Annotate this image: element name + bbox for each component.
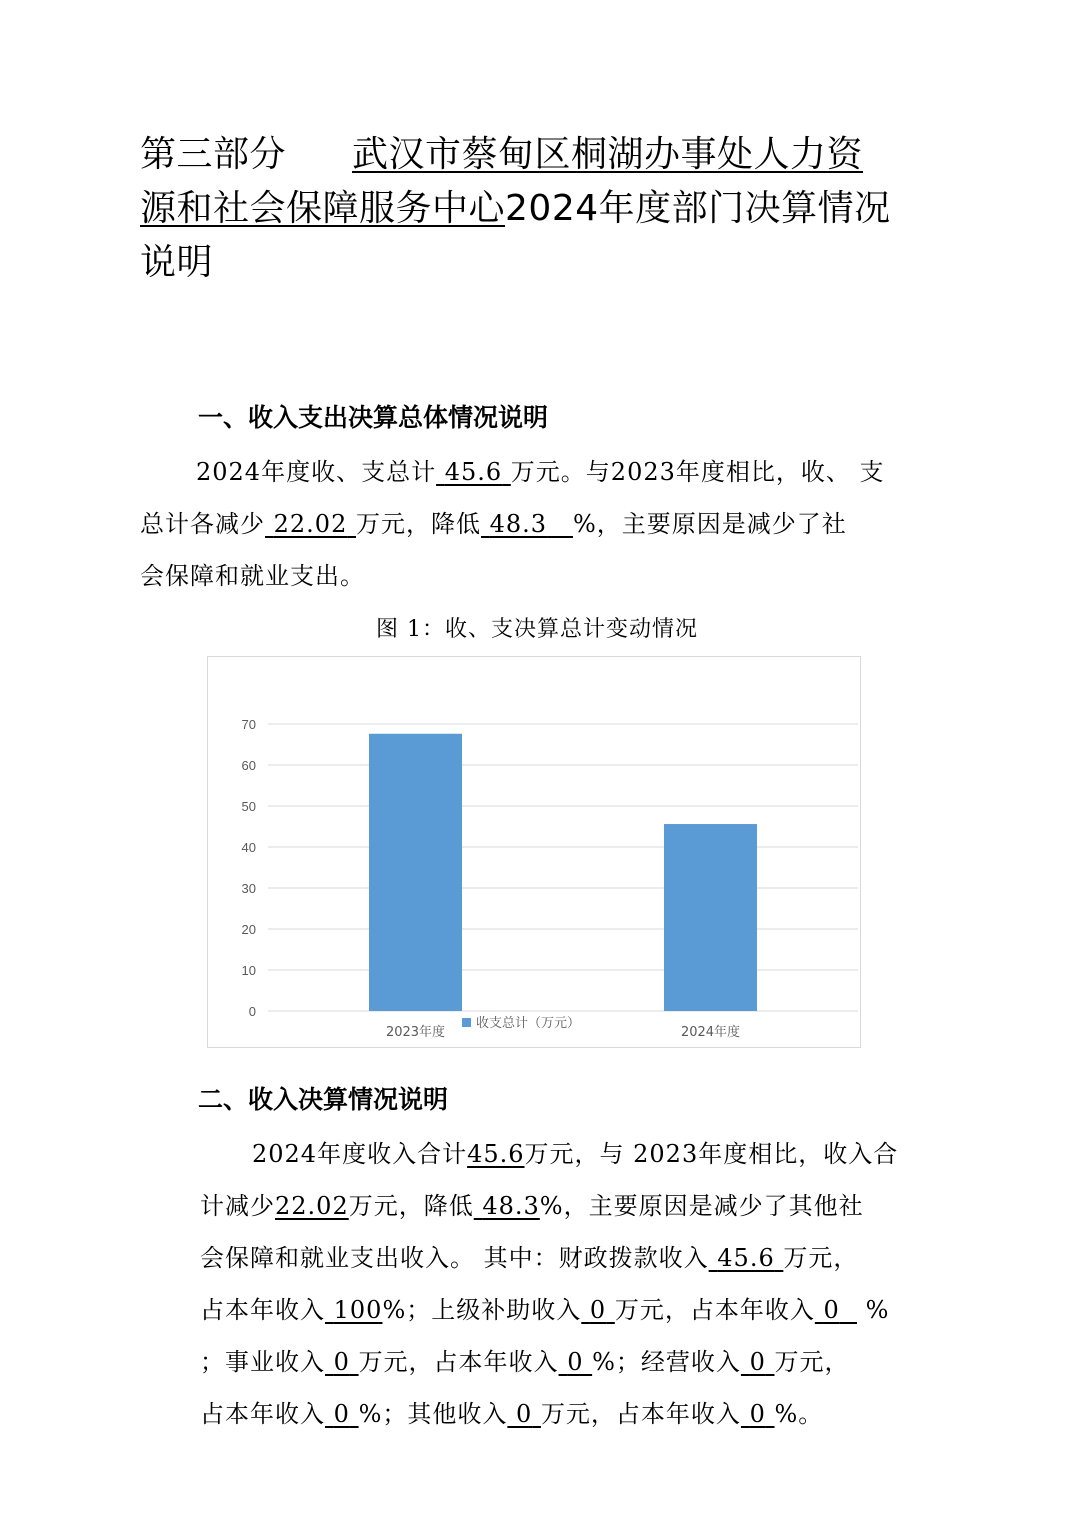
income-pct-value: 48.3 <box>482 1192 540 1220</box>
y-tick-label: 0 <box>248 1004 256 1019</box>
chart-svg <box>208 657 862 1049</box>
y-tick-label: 20 <box>241 922 256 937</box>
section1-heading: 一、收入支出决算总体情况说明 <box>198 403 549 432</box>
text: 会保障和就业支出。 <box>140 562 365 590</box>
section1-paragraph <box>140 446 940 602</box>
text: %；上级补助收入 <box>382 1296 582 1324</box>
text: 2024年度收入合计 <box>252 1140 468 1168</box>
legend-label: 收支总计（万元） <box>476 1016 581 1031</box>
chart-bars <box>369 734 757 1011</box>
chart-legend <box>462 1015 580 1031</box>
legend-swatch <box>462 1018 471 1027</box>
title-org-line1: 武汉市蔡甸区桐湖办事处人力资 <box>352 134 864 175</box>
section2-paragraph <box>200 1128 940 1440</box>
y-tick-label: 40 <box>241 840 256 855</box>
bar <box>664 824 757 1011</box>
subsidy-income-value: 0 <box>589 1296 607 1324</box>
title-line3: 说明 <box>140 242 214 283</box>
title-org-line2: 源和社会保障服务中心 <box>140 188 506 229</box>
y-tick-label: 50 <box>241 799 256 814</box>
text: 占本年收入 <box>200 1296 325 1324</box>
text: %。 <box>774 1400 824 1428</box>
bar <box>369 734 462 1011</box>
text: %，主要原因是减少了社 <box>572 510 847 538</box>
other-share-value: 0 <box>749 1400 766 1428</box>
decrease-value: 22.02 <box>273 510 348 538</box>
text: 万元， <box>774 1348 850 1376</box>
y-tick-label: 70 <box>241 717 256 732</box>
other-income-value: 0 <box>516 1400 533 1428</box>
text: 占本年收入 <box>200 1400 325 1428</box>
text: 计减少 <box>200 1192 275 1220</box>
income-total-value: 45.6 <box>467 1140 525 1168</box>
text: 万元，占本年收入 <box>614 1296 815 1324</box>
text: 万元，降低 <box>348 1192 474 1220</box>
text: 万元，降低 <box>356 510 481 538</box>
text: %，主要原因是减少了其他社 <box>539 1192 864 1220</box>
text: 总计各减少 <box>140 510 265 538</box>
section2-heading: 二、收入决算情况说明 <box>198 1085 449 1114</box>
y-tick-label: 30 <box>241 881 256 896</box>
text: 会保障和就业支出收入。 其中：财政拨款收入 <box>200 1244 709 1272</box>
text: 万元，与 2023年度相比，收入合 <box>524 1140 899 1168</box>
y-axis-ticks <box>242 717 256 1019</box>
figure-caption: 图 1：收、支决算总计变动情况 <box>376 617 698 642</box>
chart-grid <box>268 724 858 1011</box>
operating-income-value: 0 <box>749 1348 766 1376</box>
business-share-value: 0 <box>567 1348 584 1376</box>
title-prefix: 第三部分 <box>140 134 287 175</box>
text: 万元，占本年收入 <box>358 1348 559 1376</box>
text: ；事业收入 <box>200 1348 325 1376</box>
page-title <box>140 128 940 290</box>
text: %；其他收入 <box>358 1400 508 1428</box>
text: %；经营收入 <box>592 1348 741 1376</box>
business-income-value: 0 <box>333 1348 350 1376</box>
x-tick-label: 2023年度 <box>385 1025 446 1040</box>
subsidy-share-value: 0 <box>823 1296 840 1324</box>
text: 万元。与2023年度相比，收、 支 <box>510 458 885 486</box>
text: % <box>865 1296 890 1324</box>
pct-value: 48.3 <box>489 510 548 538</box>
text: 万元，占本年收入 <box>540 1400 741 1428</box>
income-decrease-value: 22.02 <box>275 1192 349 1220</box>
text: 2024年度收、支总计 <box>196 458 437 486</box>
x-tick-label: 2024年度 <box>680 1025 741 1040</box>
bar-chart <box>207 656 861 1048</box>
total-value: 45.6 <box>444 458 503 486</box>
fiscal-share-value: 100 <box>333 1296 383 1324</box>
fiscal-income-value: 45.6 <box>717 1244 775 1272</box>
title-suffix: 2024年度部门决算情况 <box>505 188 891 229</box>
y-tick-label: 10 <box>241 963 256 978</box>
y-tick-label: 60 <box>241 758 256 773</box>
operating-share-value: 0 <box>333 1400 350 1428</box>
text: 万元， <box>783 1244 859 1272</box>
